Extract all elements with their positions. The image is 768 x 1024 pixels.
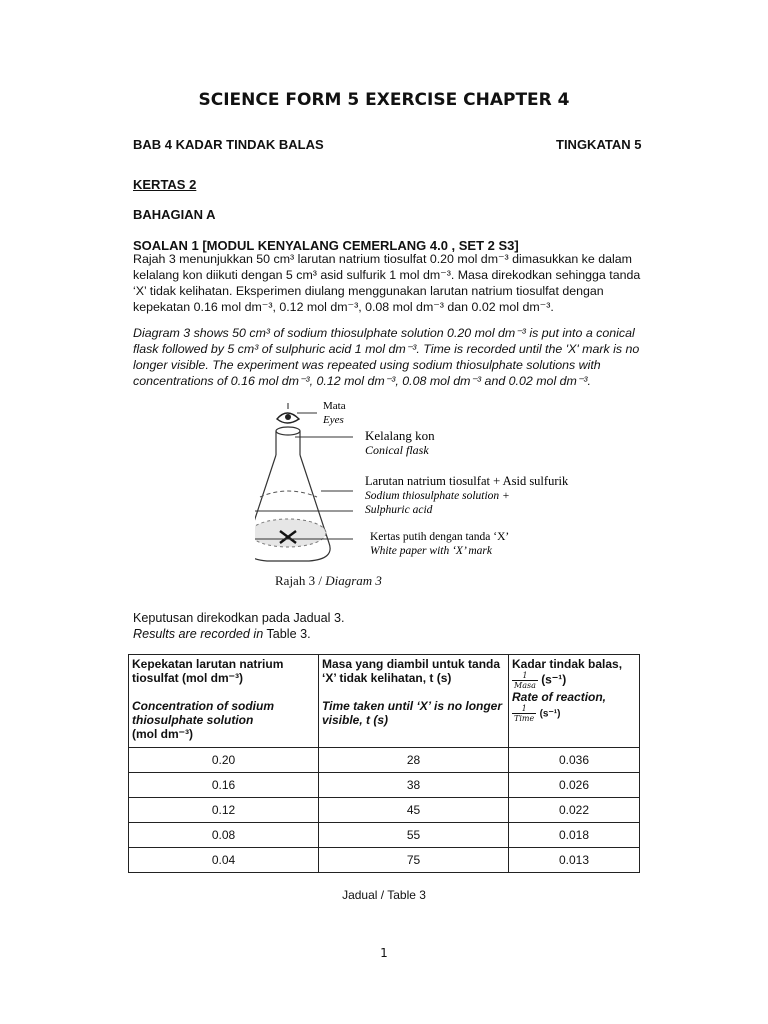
fraction-den-en: Time bbox=[514, 714, 535, 723]
page-title: SCIENCE FORM 5 EXERCISE CHAPTER 4 bbox=[198, 90, 570, 110]
results-text-en-table: Table 3. bbox=[266, 627, 311, 641]
fraction-num-en: 1 bbox=[512, 704, 536, 714]
figure-caption-ms: Rajah 3 / bbox=[275, 573, 322, 588]
fraction-num-ms: 1 bbox=[512, 671, 538, 681]
figure-caption-en: Diagram 3 bbox=[325, 573, 382, 588]
table-row bbox=[129, 748, 640, 773]
header-rate-unit-ms: (s⁻¹) bbox=[541, 672, 567, 687]
conical-flask-diagram bbox=[255, 393, 595, 593]
table-row bbox=[129, 823, 640, 848]
question-text-english: Diagram 3 shows 50 cm³ of sodium thiosulphate solution 0.20 mol dm⁻³ is put into a conical flask followed by 5 cm³ of sulphuric acid 1 mol dm⁻³. Time is recorded until the 'X' mark is no longer visible. The experiment was repeated using sodium thiosulphate solutions with concentrations of 0.16 mol dm⁻³, 0.12 mol dm⁻³, 0.08 mol dm⁻³ and 0.02 mol dm⁻³. bbox=[133, 326, 640, 388]
header-rate-unit-en: (s⁻¹) bbox=[539, 708, 561, 720]
table-row bbox=[129, 773, 640, 798]
fraction-den-ms: Masa bbox=[514, 681, 536, 690]
cell-concentration: 0.08 bbox=[129, 823, 319, 848]
label-eyes-ms: Mata bbox=[323, 400, 346, 412]
fraction-time bbox=[512, 704, 536, 723]
label-paper-en: White paper with ‘X’ mark bbox=[370, 545, 493, 557]
label-flask-en: Conical flask bbox=[365, 443, 429, 457]
label-eyes-en: Eyes bbox=[323, 414, 344, 426]
cell-concentration: 0.04 bbox=[129, 848, 319, 873]
cell-rate: 0.026 bbox=[509, 773, 640, 798]
cell-concentration: 0.16 bbox=[129, 773, 319, 798]
cell-concentration: 0.20 bbox=[129, 748, 319, 773]
cell-rate: 0.018 bbox=[509, 823, 640, 848]
table-header-row bbox=[129, 655, 640, 748]
results-intro bbox=[133, 610, 344, 642]
cell-time: 38 bbox=[319, 773, 509, 798]
question-text-malay: Rajah 3 menunjukkan 50 cm³ larutan natrium tiosulfat 0.20 mol dm⁻³ dimasukkan ke dalam kelalang kon diikuti dengan 5 cm³ asid sulfurik 1 mol dm⁻³. Masa direkodkan sehingga tanda ‘X’ tidak kelihatan. Eksperimen diulang menggunakan larutan natrium tiosulfat dengan kepekatan 0.16 mol dm⁻³, 0.12 mol dm⁻³, 0.08 mol dm⁻³ dan 0.02 mol dm⁻³. bbox=[133, 252, 641, 314]
page-number: 1 bbox=[380, 946, 388, 960]
header-time bbox=[319, 655, 509, 748]
header-time-en: Time taken until ‘X’ is no longer visible, t (s) bbox=[322, 699, 503, 727]
cell-time: 28 bbox=[319, 748, 509, 773]
header-concentration-ms: Kepekatan larutan natrium tiosulfat (mol dm⁻³) bbox=[132, 657, 284, 685]
header-concentration-en: Concentration of sodium thiosulphate solution bbox=[132, 699, 274, 727]
chapter-heading: BAB 4 KADAR TINDAK BALAS bbox=[133, 137, 324, 152]
cell-time: 45 bbox=[319, 798, 509, 823]
header-concentration-unit: (mol dm⁻³) bbox=[132, 727, 193, 741]
cell-rate: 0.036 bbox=[509, 748, 640, 773]
header-rate-en: Rate of reaction, bbox=[512, 690, 607, 704]
section-heading: BAHAGIAN A bbox=[133, 207, 216, 222]
form-heading: TINGKATAN 5 bbox=[556, 137, 642, 152]
cell-time: 55 bbox=[319, 823, 509, 848]
table-row bbox=[129, 798, 640, 823]
header-time-ms: Masa yang diambil untuk tanda ‘X’ tidak kelihatan, t (s) bbox=[322, 657, 501, 685]
table-caption: Jadual / Table 3 bbox=[342, 888, 426, 902]
label-solution-ms: Larutan natrium tiosulfat + Asid sulfurik bbox=[365, 474, 569, 488]
eye-icon bbox=[277, 403, 299, 423]
header-concentration bbox=[129, 655, 319, 748]
cell-concentration: 0.12 bbox=[129, 798, 319, 823]
cell-time: 75 bbox=[319, 848, 509, 873]
label-flask-ms: Kelalang kon bbox=[365, 428, 435, 443]
cell-rate: 0.022 bbox=[509, 798, 640, 823]
label-solution-en-1: Sodium thiosulphate solution + bbox=[365, 490, 510, 502]
table-row bbox=[129, 848, 640, 873]
question-title: SOALAN 1 [MODUL KENYALANG CEMERLANG 4.0 , SET 2 S3] bbox=[133, 238, 519, 253]
header-rate-ms: Kadar tindak balas, bbox=[512, 657, 623, 671]
figure-caption bbox=[275, 573, 382, 589]
label-paper-ms: Kertas putih dengan tanda ‘X’ bbox=[370, 531, 510, 543]
cell-rate: 0.013 bbox=[509, 848, 640, 873]
paper-heading: KERTAS 2 bbox=[133, 177, 197, 192]
fraction-masa bbox=[512, 671, 538, 690]
header-rate bbox=[509, 655, 640, 748]
label-solution-en-2: Sulphuric acid bbox=[365, 504, 433, 516]
results-text-en: Results are recorded in bbox=[133, 627, 264, 641]
results-text-ms: Keputusan direkodkan pada Jadual 3. bbox=[133, 611, 345, 625]
results-table bbox=[128, 654, 640, 873]
